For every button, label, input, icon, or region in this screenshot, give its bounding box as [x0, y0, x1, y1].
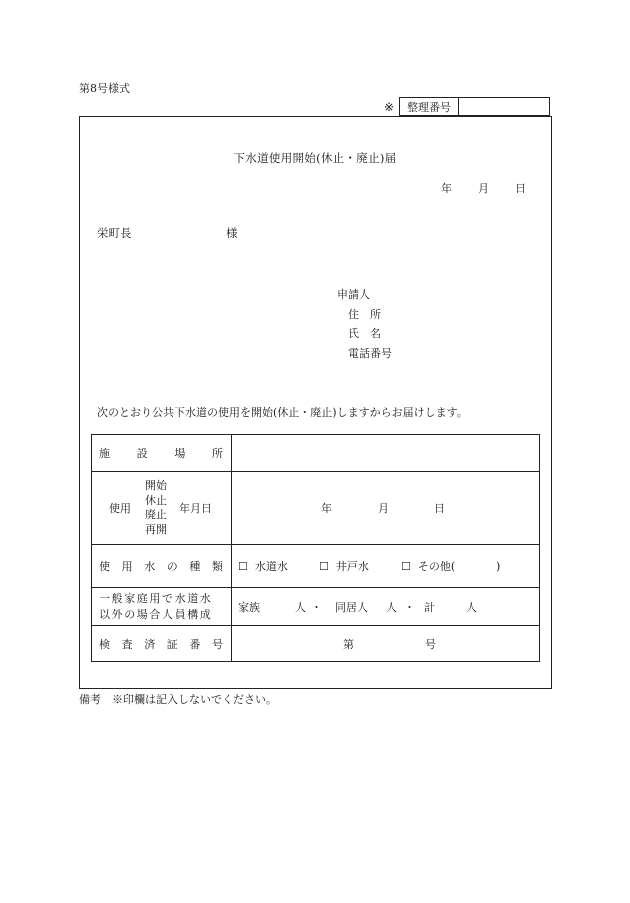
applicant-address-label: 住 所: [348, 308, 381, 321]
usage-prefix: 使用: [109, 502, 131, 515]
reference-number-label: 整理番号: [400, 98, 459, 115]
usage-suffix: 年月日: [179, 502, 212, 515]
usage-date-label: [92, 472, 232, 545]
applicant-phone-label: 電話番号: [348, 347, 392, 360]
inspection-label: 検 査 済 証 番 号: [92, 626, 232, 662]
water-type-label: 使 用 水 の 種 類: [92, 545, 232, 588]
checkbox-icon[interactable]: ☐: [401, 560, 411, 573]
facility-value-field[interactable]: [232, 435, 540, 472]
household-composition[interactable]: 家族 人 ・ 同居人 人 ・ 計 人: [232, 588, 540, 626]
applicant-heading: 申請人: [337, 288, 370, 301]
inspection-row: [92, 626, 540, 662]
checkbox-icon[interactable]: ☐: [319, 560, 329, 573]
reference-number-field[interactable]: [459, 98, 549, 115]
cohabitant-label: 同居人: [335, 600, 368, 614]
facility-row: [92, 435, 540, 472]
inspection-number-field[interactable]: 第 号: [232, 626, 540, 662]
usage-option-resume[interactable]: 再開: [145, 522, 167, 536]
usage-options: [145, 479, 167, 537]
usage-option-abolish[interactable]: 廃止: [145, 508, 167, 521]
statement-text: 次のとおり公共下水道の使用を開始(休止・廃止)しますからお届けします。: [97, 406, 468, 419]
date-day: 日: [515, 182, 526, 195]
usage-date-value[interactable]: 年 月 日: [232, 472, 540, 545]
form-number: 第8号様式: [79, 82, 130, 95]
addressee-name: 栄町長: [97, 226, 132, 240]
family-label: 家族: [238, 600, 260, 614]
date-year: 年: [441, 182, 452, 195]
usage-option-start[interactable]: 開始: [145, 479, 167, 492]
usage-option-suspend[interactable]: 休止: [145, 493, 167, 507]
remarks-note: 備考 ※印欄は記入しないでください。: [79, 693, 277, 706]
usage-date-row: [92, 472, 540, 545]
addressee-honorific: 様: [226, 226, 238, 240]
water-option-tap[interactable]: ☐ 水道水: [238, 560, 288, 573]
submission-date[interactable]: [441, 180, 526, 196]
date-month: 月: [478, 182, 489, 195]
water-type-options: [232, 545, 540, 588]
form-title: 下水道使用開始(休止・廃止)届: [233, 151, 397, 165]
applicant-name-label: 氏 名: [348, 327, 381, 340]
checkbox-icon[interactable]: ☐: [238, 560, 248, 573]
facility-label: 施 設 場 所: [92, 435, 232, 472]
household-row: [92, 588, 540, 626]
application-table: [91, 434, 540, 662]
water-option-well[interactable]: ☐ 井戸水: [319, 560, 369, 573]
household-label: 一般家庭用で水道水 以外の場合人員構成: [92, 588, 232, 626]
water-option-other[interactable]: ☐ その他(: [401, 560, 456, 573]
total-label: 計: [424, 600, 435, 614]
reference-number-box: [399, 97, 550, 116]
water-other-close: ): [496, 559, 501, 573]
reference-mark: ※: [384, 100, 395, 114]
water-type-row: [92, 545, 540, 588]
